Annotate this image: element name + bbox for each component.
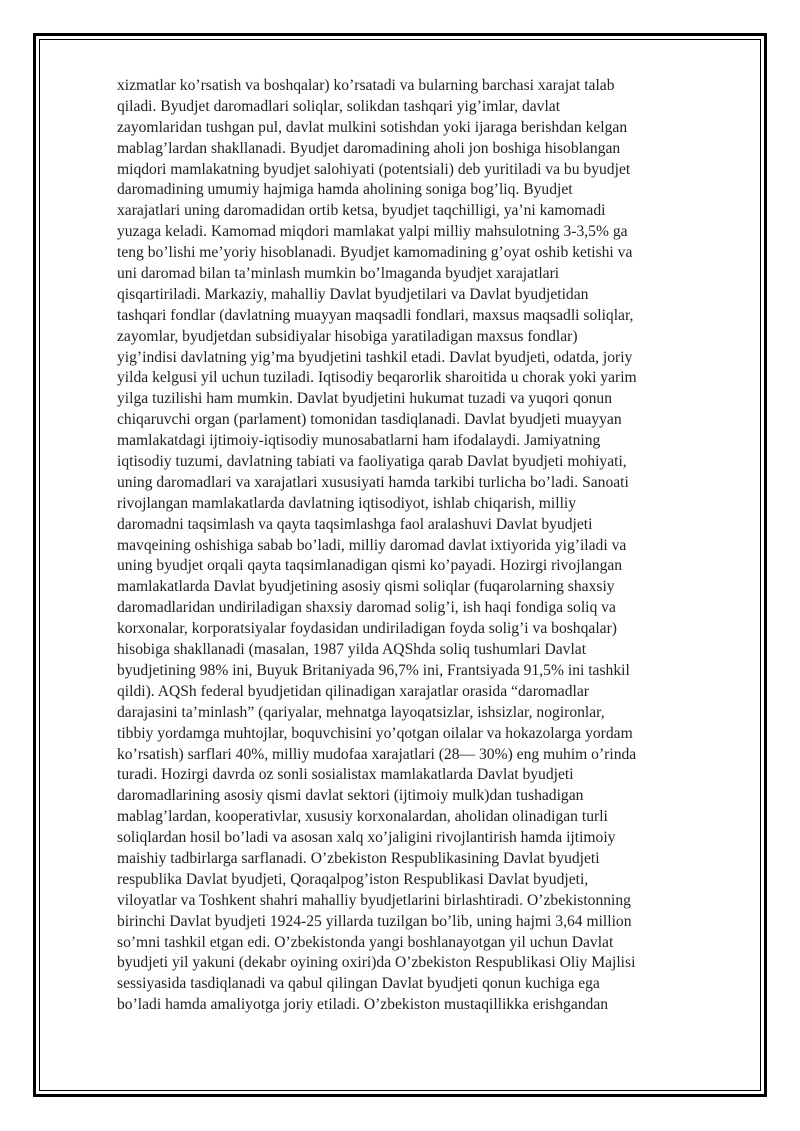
text-line: byudjeti yil yakuni (dekabr oyining oxiri)da O’zbekiston Respublikasi Oliy Majlisi [117,954,636,972]
text-line: byudjetining 98% ini, Buyuk Britaniyada 96,7% ini, Frantsiyada 91,5% ini tashkil [117,661,630,679]
text-line: maishiy tadbirlarga sarflanadi. O’zbekiston Respublikasining Davlat byudjeti [117,849,600,867]
text-line: daromadining umumiy hajmiga hamda aholining soniga bog’liq. Byudjet [117,181,573,199]
text-line: miqdori mamlakatning byudjet salohiyati (potentsiali) deb yuritiladi va bu byudjet [117,160,631,178]
text-line: rivojlangan mamlakatlarda davlatning iqtisodiyot, ishlab chiqarish, milliy [117,494,577,512]
text-line: qisqartiriladi. Markaziy, mahalliy Davlat byudjetilari va Davlat byudjetidan [117,285,589,303]
text-line: chiqaruvchi organ (parlament) tomonidan tasdiqlanadi. Davlat byudjeti muayyan [117,411,622,429]
text-line: mablag’lardan shakllanadi. Byudjet daromadining aholi jon boshiga hisoblangan [117,139,621,157]
text-line: uning daromadlari va xarajatlari xususiyati hamda tarkibi turlicha bo’ladi. Sanoati [117,473,629,491]
text-line: turadi. Hozirgi davrda oz sonli sosialistax mamlakatlarda Davlat byudjeti [117,766,574,784]
text-line: yuzaga keladi. Kamomad miqdori mamlakat yalpi milliy mahsulotning 3-3,5% ga [117,223,628,241]
text-line: bo’ladi hamda amaliyotga joriy etiladi. O’zbekiston mustaqillikka erishgandan [117,996,609,1014]
text-line: zayomlaridan tushgan pul, davlat mulkini sotishdan yoki ijaraga berishdan kelgan [117,118,628,136]
text-line: xarajatlari uning daromadidan ortib ketsa, byudjet taqchilligi, ya’ni kamomadi [117,202,606,220]
text-line: zayomlar, byudjetdan subsidiyalar hisobiga yaratiladigan maxsus fondlar) [117,327,578,345]
text-line: mamlakatdagi ijtimoiy-iqtisodiy munosabatlarni ham ifodalaydi. Jamiyatning [117,432,601,450]
text-line: iqtisodiy tuzumi, davlatning tabiati va faoliyatiga qarab Davlat byudjeti mohiyati, [117,453,627,471]
text-line: mablag’lardan, kooperativlar, xususiy korxonalardan, aholidan olinadigan turli [117,808,608,826]
text-line: yig’indisi davlatning yig’ma byudjetini tashkil etadi. Davlat byudjeti, odatda, joriy [117,348,633,366]
text-line: soliqlardan hosil bo’ladi va asosan xalq xo’jaligini rivojlantirish hamda ijtimoiy [117,829,616,847]
text-line: daromadlarining asosiy qismi davlat sektori (ijtimoiy mulk)dan tushadigan [117,787,584,805]
text-line: yilga tuzilishi ham mumkin. Davlat byudjetini hukumat tuzadi va yuqori qonun [117,390,613,408]
text-line: sessiyasida tasdiqlanadi va qabul qilingan Davlat byudjeti qonun kuchiga ega [117,975,600,993]
document-body [117,76,747,1016]
text-line: mavqeining oshishiga sabab bo’ladi, milliy daromad davlat ixtiyorida yig’iladi va [117,536,627,554]
text-line: tibbiy yordamga muhtojlar, boquvchisini yo’qotgan oilalar va hokazolarga yordam [117,724,633,742]
text-line: ko’rsatish) sarflari 40%, milliy mudofaa xarajatlari (28— 30%) eng muhim o’rinda [117,745,637,763]
text-line: daromadlaridan undiriladigan shaxsiy daromad solig’i, ish haqi fondiga soliq va [117,599,616,617]
text-line: so’mni tashkil etgan edi. O’zbekistonda yangi boshlanayotgan yil uchun Davlat [117,933,614,951]
text-line: qiladi. Byudjet daromadlari soliqlar, solikdan tashqari yig’imlar, davlat [117,97,561,115]
text-line: tashqari fondlar (davlatning muayyan maqsadli fondlari, maxsus maqsadli soliqlar, [117,306,634,324]
text-line: hisobiga shakllanadi (masalan, 1987 yilda AQShda soliq tushumlari Davlat [117,641,587,659]
text-line: birinchi Davlat byudjeti 1924-25 yillarda tuzilgan bo’lib, uning hajmi 3,64 million [117,912,632,930]
text-line: uning byudjet orqali qayta taqsimlanadigan qismi ko’payadi. Hozirgi rivojlangan [117,557,623,575]
text-line: teng bo’lishi me’yoriy hisoblanadi. Byudjet kamomadining g’oyat oshib ketishi va [117,244,633,262]
text-line: qildi). AQSh federal byudjetidan qilinadigan xarajatlar orasida “daromadlar [117,682,589,700]
text-line: uni daromad bilan ta’minlash mumkin bo’lmaganda byudjet xarajatlari [117,265,560,283]
text-line: darajasini ta’minlash” (qariyalar, mehnatga layoqatsizlar, ishsizlar, nogironlar, [117,703,605,721]
text-line: viloyatlar va Toshkent shahri mahalliy byudjetlarini birlashtiradi. O’zbekistonning [117,891,631,909]
text-line: mamlakatlarda Davlat byudjetining asosiy qismi soliqlar (fuqarolarning shaxsiy [117,578,615,596]
text-line: korxonalar, korporatsiyalar foydasidan undiriladigan foyda solig’i va boshqalar) [117,620,617,638]
text-line: yilda kelgusi yil uchun tuziladi. Iqtisodiy beqarorlik sharoitida u chorak yoki yarim [117,369,637,387]
text-line: daromadni taqsimlash va qayta taqsimlashga faol aralashuvi Davlat byudjeti [117,515,593,533]
text-line: xizmatlar ko’rsatish va boshqalar) ko’rsatadi va bularning barchasi xarajat talab [117,77,615,94]
text-line: respublika Davlat byudjeti, Qoraqalpog’iston Respublikasi Davlat byudjeti, [117,870,589,888]
